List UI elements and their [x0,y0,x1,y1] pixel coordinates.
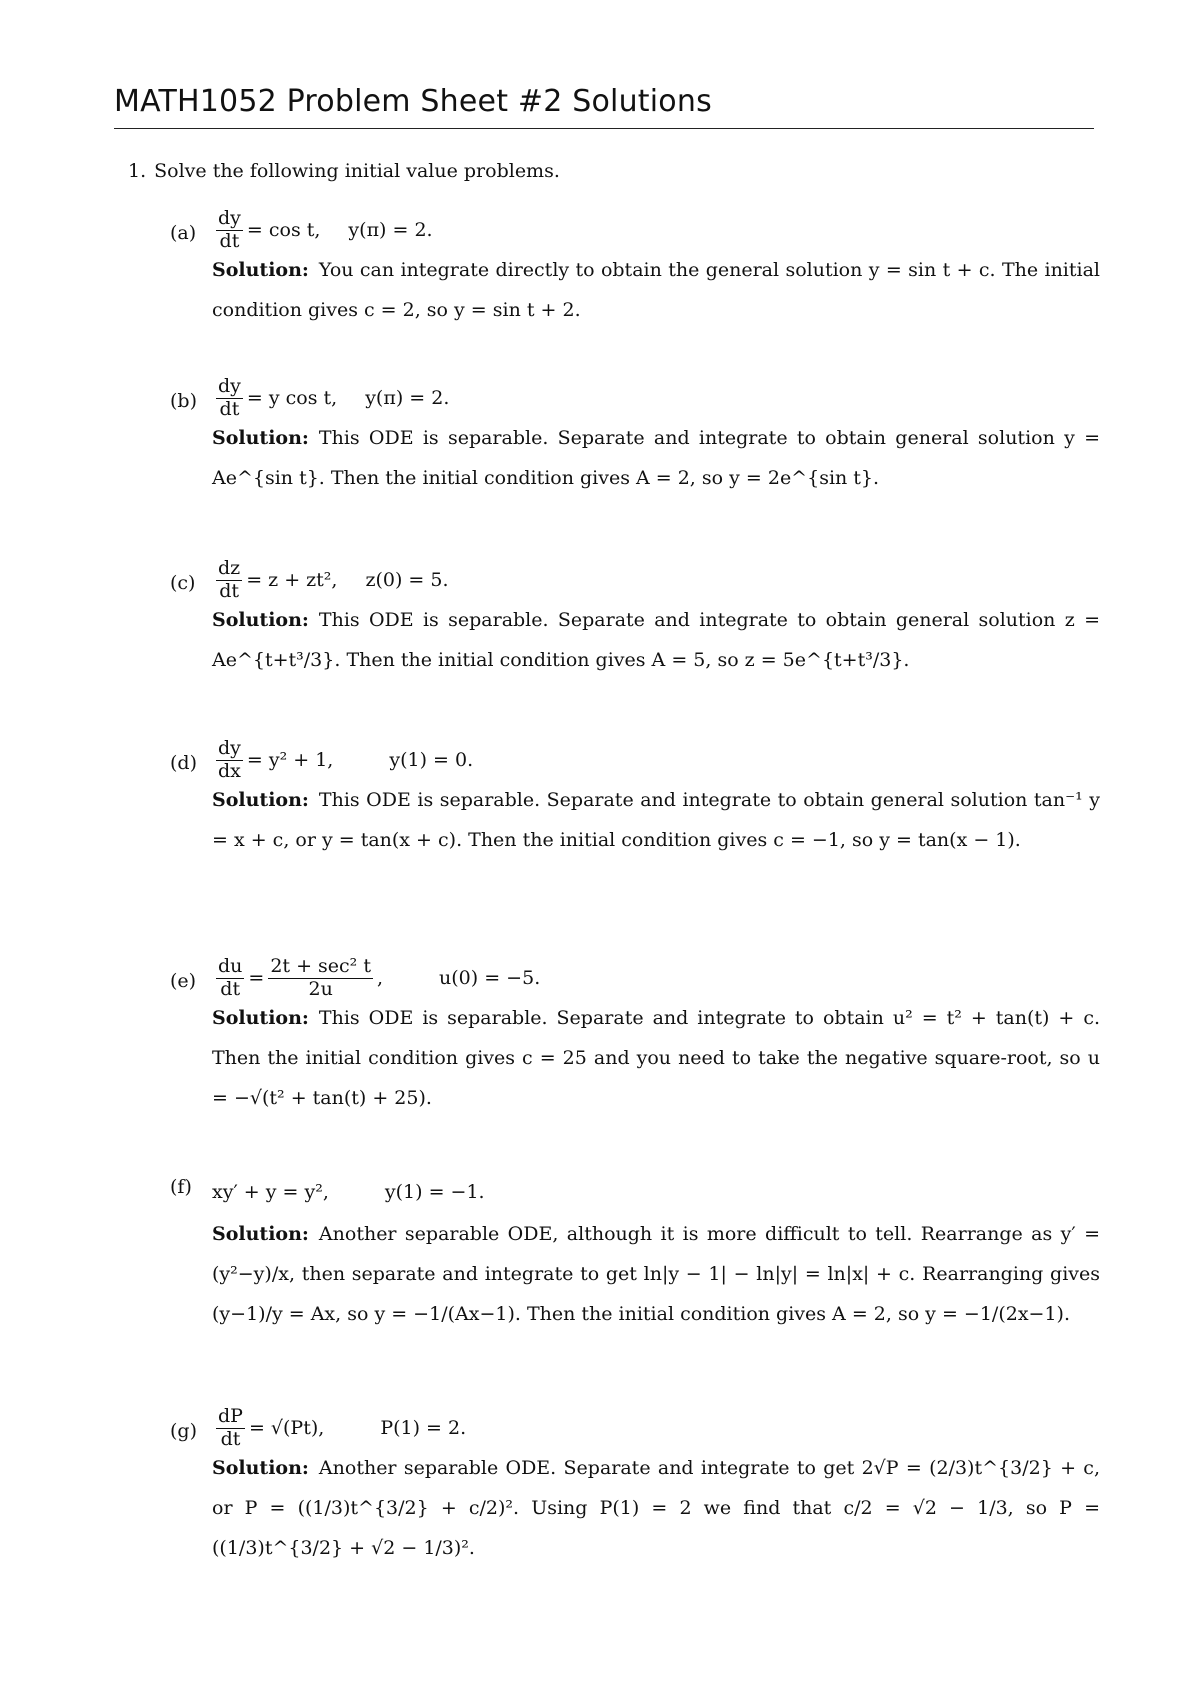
equation-rhs: = √(Pt), [248,1417,325,1439]
solution-text: This ODE is separable. Separate and integrate to obtain general solution tan⁻¹ y = x + c, or y = tan(x + c). Then the initial condition gives c = −1, so y = tan(x − 1). [212,789,1100,851]
solution-label: Solution: [212,609,309,631]
solution-text: This ODE is separable. Separate and integrate to obtain general solution z = Ae^{t+t³/3}. Then the initial condition gives A = 5, so z = 5e^{t+t³/3}. [212,609,1100,671]
equation-rhs: = y cos t, [246,387,338,409]
initial-condition: z(0) = 5. [365,569,449,591]
problem-equation [212,1170,485,1214]
problem-a [170,200,1100,330]
problem-label: (b) [170,390,197,412]
equation-rhs: = y² + 1, [246,749,334,771]
question-number: 1. [128,160,147,182]
problem-e [170,948,1100,1118]
problem-f [170,1170,1100,1334]
deriv-den: dt [220,977,241,1000]
question-text: Solve the following initial value problems. [154,160,560,182]
deriv-den: dt [219,397,240,420]
solution-label: Solution: [212,1007,309,1029]
solution-text: You can integrate directly to obtain the general solution y = sin t + c. The initial condition gives c = 2, so y = sin t + 2. [212,259,1100,321]
solution [212,418,1100,498]
deriv-den: dx [218,759,241,782]
problem-label: (g) [170,1420,197,1442]
deriv-num: dP [218,1404,243,1427]
initial-condition: y(1) = 0. [389,749,474,771]
initial-condition: y(π) = 2. [365,387,450,409]
equation-rhs: = cos t, [246,219,321,241]
solution-text: Another separable ODE. Separate and integrate to get 2√P = (2/3)t^{3/2} + c, or P = ((1/3)t^{3/2} + c/2)². Using P(1) = 2 we find that c/2 = √2 − 1/3, so P = ((1/3)t^{3/2} + √2 − 1/3)². [212,1457,1100,1559]
rhs-den: 2u [308,977,333,1000]
deriv-num: dz [218,556,241,579]
initial-condition: P(1) = 2. [380,1417,467,1439]
solution-label: Solution: [212,259,309,281]
solution [212,250,1100,330]
solution [212,998,1100,1118]
problem-label: (d) [170,752,197,774]
solution [212,600,1100,680]
solution [212,780,1100,860]
problem-label: (c) [170,572,196,594]
problem-equation: $\frac{du}{dt}$ = $\frac{\text{2t + sec² t}}{2u}$ , u(0) = −5. [218,954,541,1000]
problem-equation [212,1398,466,1458]
deriv-num: du [218,954,243,977]
page-title: MATH1052 Problem Sheet #2 Solutions [114,84,712,119]
solution-label: Solution: [212,427,309,449]
equation-text: xy′ + y = y², [212,1181,329,1203]
solution-label: Solution: [212,1457,309,1479]
solution-label: Solution: [212,1223,309,1245]
deriv-num: dy [218,206,241,229]
deriv-den: dt [219,579,239,602]
solution-text: Another separable ODE, although it is more difficult to tell. Rearrange as y′ = (y²−y)/x, then separate and integrate to get ln|y − 1| − ln|y| = ln|x| + c. Rearranging gives (y−1)/y = Ax, so y = −1/(Ax−1). Then the initial condition gives A = 2, so y = −1/(2x−1). [212,1223,1100,1325]
solution-label: Solution: [212,789,309,811]
problem-label: (e) [170,970,197,992]
equation-rhs: = z + zt², [246,569,338,591]
deriv-den: dt [220,1427,241,1450]
problem-g [170,1398,1100,1568]
solution-text: This ODE is separable. Separate and integrate to obtain general solution y = Ae^{sin t}. Then the initial condition gives A = 2, so y = 2e^{sin t}. [212,427,1100,489]
problem-equation [212,550,449,610]
initial-condition: u(0) = −5. [439,967,541,989]
problem-d [170,730,1100,860]
deriv-den: dt [219,229,240,252]
rhs-num: 2t + sec² t [270,954,371,977]
problem-label: (a) [170,222,197,244]
solution [212,1214,1100,1334]
solution [212,1448,1100,1568]
problem-equation [212,200,433,260]
problem-equation [212,368,449,428]
initial-condition: y(π) = 2. [348,219,433,241]
problem-label: (f) [170,1176,192,1198]
question-intro [128,160,560,182]
problem-c [170,550,1100,680]
title-rule [114,128,1094,129]
deriv-num: dy [218,736,241,759]
problem-b [170,368,1100,498]
initial-condition: y(1) = −1. [384,1181,485,1203]
deriv-num: dy [218,374,241,397]
problem-equation [212,730,473,790]
solution-text: This ODE is separable. Separate and integrate to obtain u² = t² + tan(t) + c. Then the initial condition gives c = 25 and you need to take the negative square-root, so u = −√(t² + tan(t) + 25). [212,1007,1100,1109]
